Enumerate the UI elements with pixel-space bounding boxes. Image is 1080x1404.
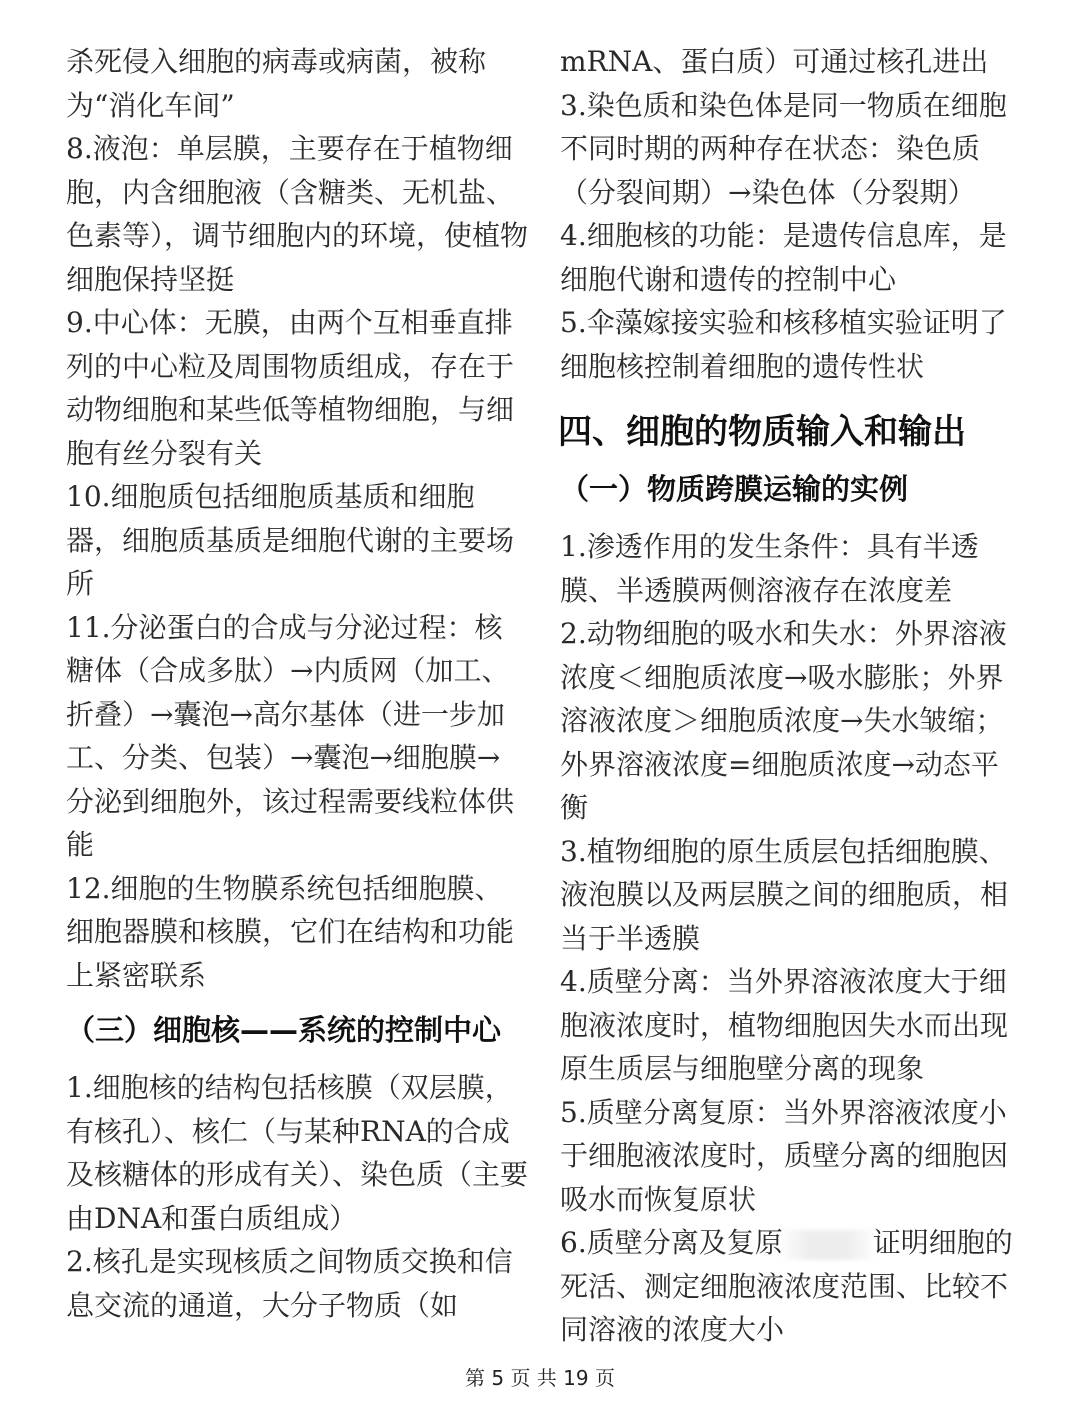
paragraph-osmosis: 1.渗透作用的发生条件：具有半透膜、半透膜两侧溶液存在浓度差: [560, 530, 979, 607]
paragraph-acetabularia: 5.伞藻嫁接实验和核移植实验证明了细胞核控制着细胞的遗传性状: [560, 306, 1007, 383]
paragraph-nucleus-function: 4.细胞核的功能：是遗传信息库，是细胞代谢和遗传的控制中心: [560, 219, 1007, 296]
paragraph-centrosome: 9.中心体：无膜，由两个互相垂直排列的中心粒及周围物质组成，存在于动物细胞和某些低等植物细胞，与细胞有丝分裂有关: [66, 306, 515, 470]
paragraph-protoplast-layer: 3.植物细胞的原生质层包括细胞膜、液泡膜以及两层膜之间的细胞质，相当于半透膜: [560, 834, 1009, 955]
paragraph-vacuole: 8.液泡：单层膜，主要存在于植物细胞，内含细胞液（含糖类、无机盐、色素等），调节细胞内的环境，使植物细胞保持坚挺: [66, 132, 529, 296]
right-column: [560, 40, 1022, 1352]
paragraph-animal-cell-water: 2.动物细胞的吸水和失水：外界溶液浓度＜细胞质浓度→吸水膨胀；外界溶液浓度＞细胞质浓度→失水皱缩；外界溶液浓度=细胞质浓度→动态平衡: [560, 617, 1007, 824]
plasmolysis-uses-start: 6.质壁分离及复原: [560, 1226, 783, 1259]
paragraph-nuclear-pore-end: mRNA、蛋白质）可通过核孔进出: [560, 45, 989, 78]
left-column: [66, 40, 528, 1327]
paragraph-nuclear-pore: 2.核孔是实现核质之间物质交换和信息交流的通道，大分子物质（如: [66, 1245, 513, 1322]
page-number-footer: 第 5 页 共 19 页: [465, 1366, 615, 1390]
paragraph-plasmolysis: 4.质壁分离：当外界溶液浓度大于细胞液浓度时，植物细胞因失水而出现原生质层与细胞壁分离的现象: [560, 965, 1009, 1085]
paragraph-chromatin: 3.染色质和染色体是同一物质在细胞不同时期的两种存在状态：染色质（分裂间期）→染色体（分裂期）: [560, 88, 1007, 209]
paragraph-membrane-system: 12.细胞的生物膜系统包括细胞膜、细胞器膜和核膜，它们在结构和功能上紧密联系: [66, 871, 515, 992]
blurred-redaction: [783, 1230, 873, 1260]
paragraph-secretory-protein: 11.分泌蛋白的合成与分泌过程：核糖体（合成多肽）→内质网（加工、折叠）→囊泡→高尔基体（进一步加工、分类、包装）→囊泡→细胞膜→分泌到细胞外，该过程需要线粒体供能: [66, 610, 515, 861]
paragraph-nucleus-structure: 1.细胞核的结构包括核膜（双层膜，有核孔）、核仁（与某种RNA的合成及核糖体的形成有关）、染色质（主要由DNA和蛋白质组成）: [66, 1071, 529, 1235]
section-heading-examples: （一）物质跨膜运输的实例: [560, 472, 909, 506]
chapter-heading-transport: 四、细胞的物质输入和输出: [558, 412, 966, 452]
paragraph-plasmolysis-uses: [560, 1221, 1022, 1352]
paragraph-cytoplasm: 10.细胞质包括细胞质基质和细胞器，细胞质基质是细胞代谢的主要场所: [66, 480, 515, 600]
paragraph-lysosome-end: 杀死侵入细胞的病毒或病菌，被称为“消化车间”: [66, 45, 487, 122]
section-heading-nucleus: （三）细胞核——系统的控制中心: [66, 1013, 502, 1047]
plasmolysis-uses-end: 证明细胞的死活、测定细胞液浓度范围、比较不同溶液的浓度大小: [560, 1226, 1013, 1346]
paragraph-deplasmolysis: 5.质壁分离复原：当外界溶液浓度小于细胞液浓度时，质壁分离的细胞因吸水而恢复原状: [560, 1095, 1009, 1216]
